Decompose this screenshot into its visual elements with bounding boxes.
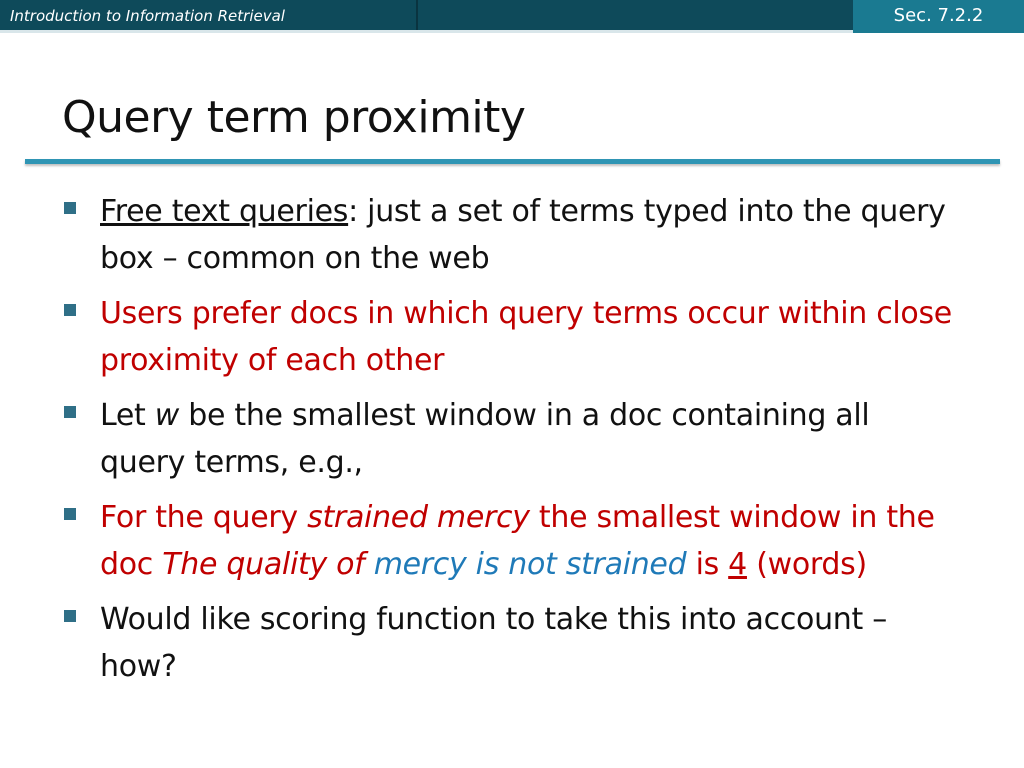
- section-label: Sec. 7.2.2: [853, 0, 1024, 33]
- bullet-text: is: [686, 547, 729, 582]
- bullet-square-icon: [64, 610, 76, 622]
- bullet-term: Free text queries: [100, 194, 349, 229]
- bullet-text: (words): [746, 547, 867, 582]
- bullet-text: Users prefer docs in which query terms occur within close proximity of each other: [100, 296, 952, 378]
- bullet-list: [62, 188, 962, 698]
- course-title: Introduction to Information Retrieval: [0, 0, 418, 30]
- bullet-text: For the query: [100, 500, 308, 535]
- title-rule: [25, 159, 1000, 164]
- example-doc-window: mercy is not strained: [373, 547, 687, 582]
- header-divider: [0, 30, 853, 33]
- bullet-item: [62, 392, 962, 486]
- bullet-text: : just a set of terms typed into the query box – common on the web: [100, 194, 946, 276]
- example-doc-start: The quality of: [162, 547, 374, 582]
- bullet-text: Would like scoring function to take this into account – how?: [100, 602, 887, 684]
- bullet-item: [62, 494, 962, 588]
- bullet-square-icon: [64, 406, 76, 418]
- bullet-item: [62, 188, 962, 282]
- bullet-square-icon: [64, 304, 76, 316]
- bullet-square-icon: [64, 202, 76, 214]
- bullet-text: the smallest window in the doc: [100, 500, 935, 582]
- header-bar: [0, 0, 1024, 33]
- example-query: strained mercy: [307, 500, 530, 535]
- slide-title: Query term proximity: [62, 92, 526, 143]
- bullet-square-icon: [64, 508, 76, 520]
- bullet-item: [62, 290, 962, 384]
- bullet-item: [62, 596, 962, 690]
- bullet-text: Let: [100, 398, 155, 433]
- window-size-value: 4: [728, 547, 747, 582]
- window-variable: w: [154, 398, 179, 433]
- bullet-text: be the smallest window in a doc containing all query terms, e.g.,: [100, 398, 870, 480]
